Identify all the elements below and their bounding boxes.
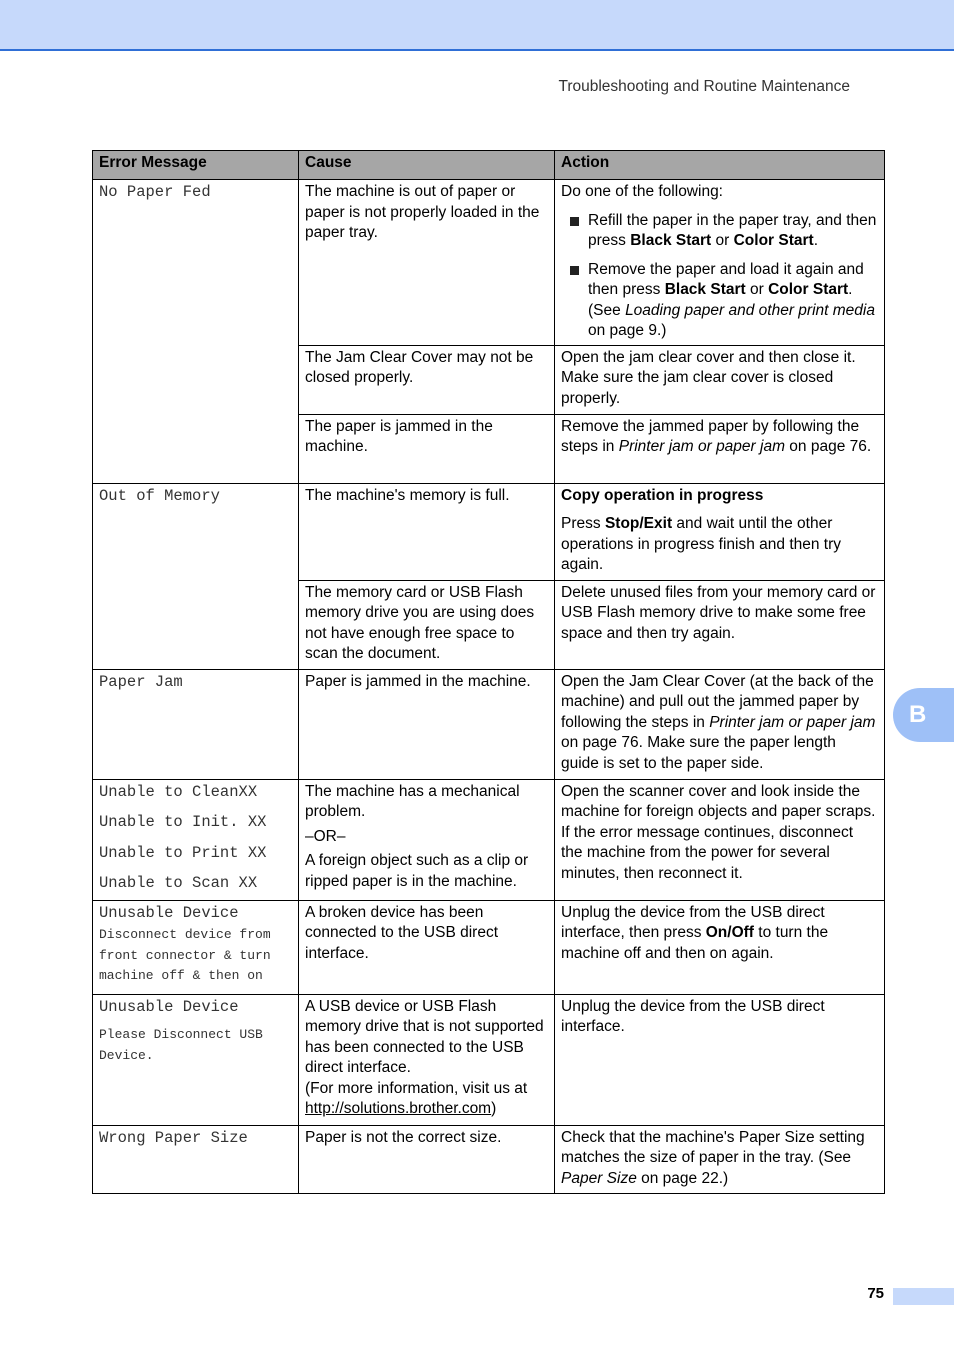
bullet-item: Remove the paper and load it again and then press Black Start or Color Start. (See Loading paper and other print media on page 9.) [561, 260, 878, 342]
page-number: 75 [867, 1285, 884, 1302]
bullet-item: Refill the paper in the paper tray, and then press Black Start or Color Start. [561, 211, 878, 252]
cause-cell: A USB device or USB Flash memory drive that is not supported has been connected to the USB direct interface. (For more information, visit us at http://solutions.brother.com) [299, 994, 555, 1125]
header-error-message: Error Message [93, 151, 299, 180]
error-unusable-device-disconnect: Unusable Device Disconnect device from front connector & turn machine off & then on [93, 900, 299, 994]
table-row [93, 483, 885, 580]
action-cell: Remove the jammed paper by following the steps in Printer jam or paper jam on page 76. [555, 414, 885, 483]
action-cell: Do one of the following: Refill the paper in the paper tray, and then press Black Start or Color Start. Remove the paper and load it again and then press Black Start or Color Start. (See Loading paper and other print media on page 9.) [555, 180, 885, 346]
error-unable-to: Unable to CleanXX Unable to Init. XX Unable to Print XX Unable to Scan XX [93, 779, 299, 900]
table-row [93, 779, 885, 900]
running-title: Troubleshooting and Routine Maintenance [558, 78, 850, 95]
footer-bar [893, 1288, 954, 1305]
action-cell: Open the scanner cover and look inside the machine for foreign objects and paper scraps. If the error message continues, disconnect the machine from the power for several minutes, then reconnect it. [555, 779, 885, 900]
action-cell: Check that the machine's Paper Size setting matches the size of paper in the tray. (See Paper Size on page 22.) [555, 1125, 885, 1193]
error-wrong-paper-size: Wrong Paper Size [93, 1125, 299, 1193]
table-row [93, 1125, 885, 1193]
cause-cell: The memory card or USB Flash memory drive you are using does not have enough free space to scan the document. [299, 580, 555, 669]
action-cell: Unplug the device from the USB direct interface, then press On/Off to turn the machine off and then on again. [555, 900, 885, 994]
cause-cell: The machine has a mechanical problem. –OR– A foreign object such as a clip or ripped paper is in the machine. [299, 779, 555, 900]
cause-cell: Paper is jammed in the machine. [299, 669, 555, 779]
action-cell: Copy operation in progress Press Stop/Exit and wait until the other operations in progress finish and then try again. [555, 483, 885, 580]
header-action: Action [555, 151, 885, 180]
table-row [93, 994, 885, 1125]
appendix-tab[interactable]: B [893, 688, 954, 742]
action-cell: Open the Jam Clear Cover (at the back of the machine) and pull out the jammed paper by following the steps in Printer jam or paper jam on page 76. Make sure the paper length guide is set to the paper side. [555, 669, 885, 779]
error-message-table [92, 150, 885, 1194]
support-link[interactable]: http://solutions.brother.com [305, 1100, 492, 1117]
table-row [93, 669, 885, 779]
header-cause: Cause [299, 151, 555, 180]
error-paper-jam: Paper Jam [93, 669, 299, 779]
cause-cell: Paper is not the correct size. [299, 1125, 555, 1193]
error-no-paper-fed: No Paper Fed [93, 180, 299, 484]
top-banner [0, 0, 954, 51]
action-cell: Open the jam clear cover and then close it. Make sure the jam clear cover is closed properly. [555, 345, 885, 414]
action-cell: Unplug the device from the USB direct interface. [555, 994, 885, 1125]
error-unusable-device-usb: Unusable Device Please Disconnect USB Device. [93, 994, 299, 1125]
table-row [93, 900, 885, 994]
cause-cell: The Jam Clear Cover may not be closed properly. [299, 345, 555, 414]
cause-cell: A broken device has been connected to the USB direct interface. [299, 900, 555, 994]
table-row [93, 180, 885, 346]
cause-cell: The machine's memory is full. [299, 483, 555, 580]
cause-cell: The paper is jammed in the machine. [299, 414, 555, 483]
action-cell: Delete unused files from your memory card or USB Flash memory drive to make some free space and then try again. [555, 580, 885, 669]
table-header-row [93, 151, 885, 180]
cause-cell: The machine is out of paper or paper is not properly loaded in the paper tray. [299, 180, 555, 346]
error-out-of-memory: Out of Memory [93, 483, 299, 669]
